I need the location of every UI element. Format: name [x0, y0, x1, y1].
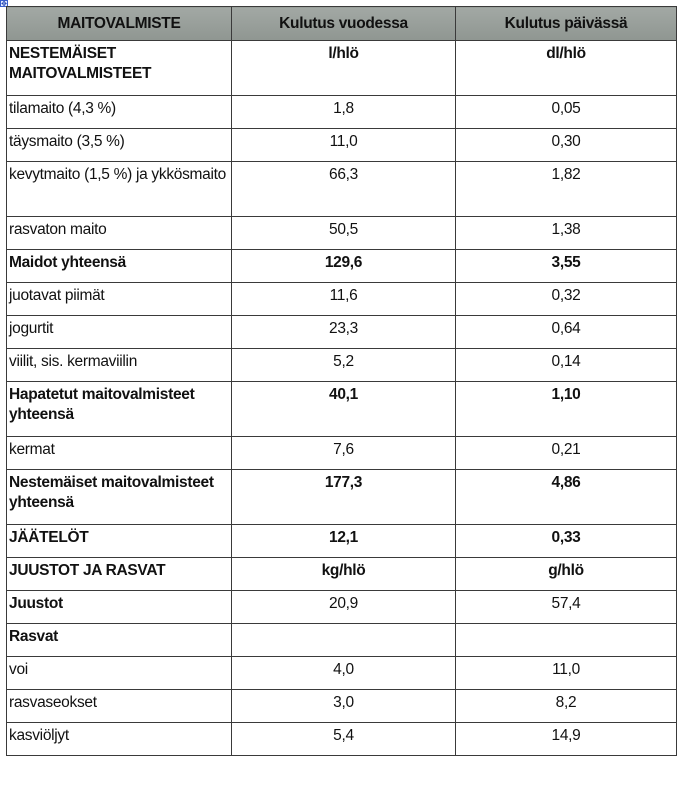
row-per-year: 129,6: [232, 250, 456, 283]
table-row: [7, 690, 677, 723]
table-row: [7, 41, 677, 96]
row-per-year: 11,6: [232, 283, 456, 316]
row-label: JÄÄTELÖT: [7, 525, 232, 558]
row-per-year: 12,1: [232, 525, 456, 558]
row-per-day: 0,21: [456, 437, 677, 470]
row-label: täysmaito (3,5 %): [7, 129, 232, 162]
table-row: [7, 250, 677, 283]
row-label: tilamaito (4,3 %): [7, 96, 232, 129]
table-row: [7, 162, 677, 217]
header-per-day: Kulutus päivässä: [456, 7, 677, 41]
row-per-day: 1,82: [456, 162, 677, 217]
row-per-year: 23,3: [232, 316, 456, 349]
header-per-year: Kulutus vuodessa: [232, 7, 456, 41]
row-per-day: 4,86: [456, 470, 677, 525]
row-per-year: 3,0: [232, 690, 456, 723]
table-row: [7, 657, 677, 690]
row-per-year: kg/hlö: [232, 558, 456, 591]
header-product: MAITOVALMISTE: [7, 7, 232, 41]
table-row: [7, 723, 677, 756]
row-per-day: 8,2: [456, 690, 677, 723]
row-label: Maidot yhteensä: [7, 250, 232, 283]
table-row: [7, 96, 677, 129]
row-per-year: [232, 624, 456, 657]
row-label: Rasvat: [7, 624, 232, 657]
table-row: [7, 437, 677, 470]
row-per-year: 7,6: [232, 437, 456, 470]
row-per-day: 0,32: [456, 283, 677, 316]
table-row: [7, 624, 677, 657]
row-label: Juustot: [7, 591, 232, 624]
row-per-year: 11,0: [232, 129, 456, 162]
table-row: [7, 283, 677, 316]
row-label: viilit, sis. kermaviilin: [7, 349, 232, 382]
row-per-day: 1,10: [456, 382, 677, 437]
row-per-year: 5,2: [232, 349, 456, 382]
row-per-day: 1,38: [456, 217, 677, 250]
table-row: [7, 525, 677, 558]
row-per-day: dl/hlö: [456, 41, 677, 96]
row-label: JUUSTOT JA RASVAT: [7, 558, 232, 591]
table-row: [7, 558, 677, 591]
header-row: [7, 7, 677, 41]
row-per-year: 50,5: [232, 217, 456, 250]
table-row: [7, 129, 677, 162]
row-label: rasvaseokset: [7, 690, 232, 723]
row-per-year: l/hlö: [232, 41, 456, 96]
row-label: voi: [7, 657, 232, 690]
row-per-day: 3,55: [456, 250, 677, 283]
row-per-year: 5,4: [232, 723, 456, 756]
row-label: kermat: [7, 437, 232, 470]
table-row: [7, 349, 677, 382]
row-label: Hapatetut maitovalmisteet yhteensä: [7, 382, 232, 437]
row-per-year: 4,0: [232, 657, 456, 690]
row-label: kasviöljyt: [7, 723, 232, 756]
row-per-day: [456, 624, 677, 657]
table-row: [7, 316, 677, 349]
table-row: [7, 470, 677, 525]
row-per-day: 0,05: [456, 96, 677, 129]
table-anchor-icon[interactable]: ✥: [1, 1, 7, 8]
row-label: juotavat piimät: [7, 283, 232, 316]
row-per-year: 40,1: [232, 382, 456, 437]
row-per-day: g/hlö: [456, 558, 677, 591]
row-per-year: 66,3: [232, 162, 456, 217]
row-label: kevytmaito (1,5 %) ja ykkösmaito: [7, 162, 232, 217]
row-per-year: 20,9: [232, 591, 456, 624]
row-per-day: 14,9: [456, 723, 677, 756]
dairy-consumption-table: [6, 6, 677, 756]
row-per-day: 0,14: [456, 349, 677, 382]
row-per-day: 57,4: [456, 591, 677, 624]
row-label: jogurtit: [7, 316, 232, 349]
row-per-day: 0,64: [456, 316, 677, 349]
row-per-year: 1,8: [232, 96, 456, 129]
table-row: [7, 217, 677, 250]
row-label: Nestemäiset maitovalmisteet yhteensä: [7, 470, 232, 525]
table-row: [7, 382, 677, 437]
row-per-year: 177,3: [232, 470, 456, 525]
row-label: rasvaton maito: [7, 217, 232, 250]
table-row: [7, 591, 677, 624]
row-per-day: 0,33: [456, 525, 677, 558]
row-per-day: 0,30: [456, 129, 677, 162]
row-label: NESTEMÄISET MAITOVALMISTEET: [7, 41, 232, 96]
row-per-day: 11,0: [456, 657, 677, 690]
